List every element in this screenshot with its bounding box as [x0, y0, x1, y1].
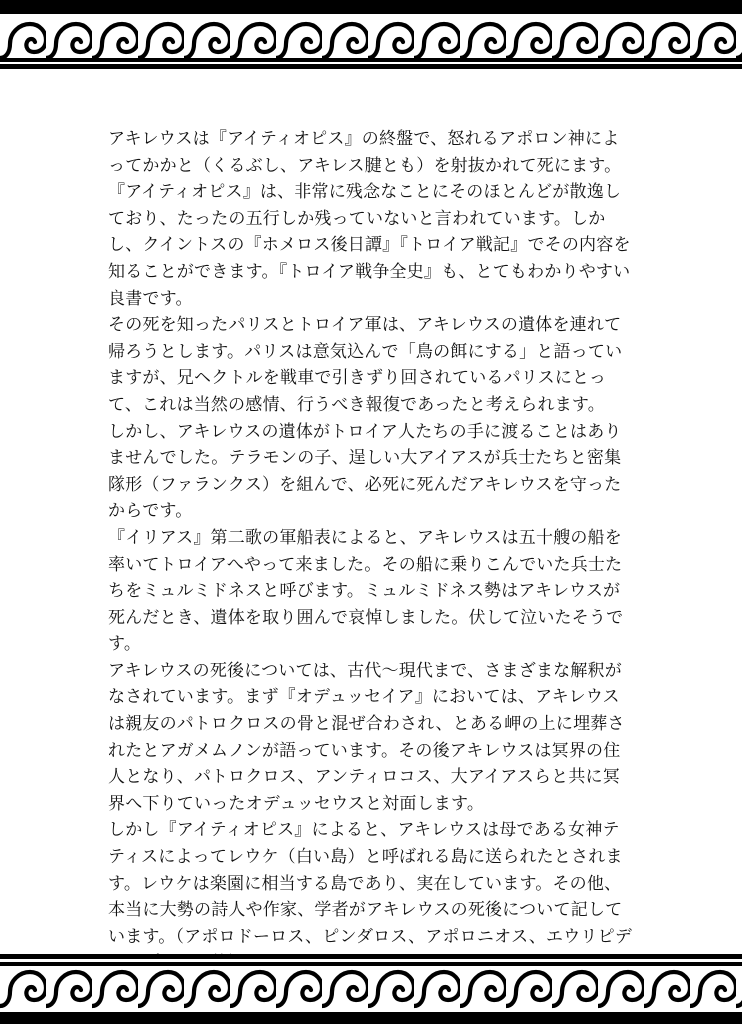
- paragraph: 『イリアス』第二歌の軍船表によると、アキレウスは五十艘の船を率いてトロイアへやって来ました。その船に乗りこんでいた兵士たちをミュルミドネスと呼びます。ミュルミドネス勢はアキレウスが死んだとき、遺体を取り囲んで哀悼しました。伏して泣いたそうです。: [108, 527, 624, 655]
- body-text: [108, 126, 634, 977]
- paragraph: アキレウスは『アイティオピス』の終盤で、怒れるアポロン神によってかかと（くるぶし、アキレス腱とも）を射抜かれて死にます。: [108, 129, 622, 176]
- paragraph: 『アイティオピス』は、非常に残念なことにそのほとんどが散逸しており、たったの五行しか残っていないと言われています。しかし、クイントスの『ホメロス後日譚』『トロイア戦記』でその内容を知ることができます。『トロイア戦争全史』も、とてもわかりやすい良書です。: [108, 182, 631, 309]
- top-wave-border: [0, 0, 742, 70]
- paragraph: しかし『アイティオピス』によると、アキレウスは母である女神テティスによってレウケ（白い島）と呼ばれる島に送られたとされます。レウケは楽園に相当する島であり、実在しています。その他、本当に大勢の詩人や作家、学者がアキレウスの死後について記しています。（アポロドーロス、ピンダロス、アポロニオス、エウリピデ: [108, 820, 633, 947]
- bottom-wave-border: [0, 954, 742, 1024]
- paragraph: アキレウスの死後については、古代〜現代まで、さまざまな解釈がなされています。まず『オデュッセイア』においては、アキレウスは親友のパトロクロスの骨と混ぜ合わされ、とある岬の上に埋葬されたとアガメムノンが語っています。その後アキレウスは冥界の住人となり、パトロクロス、アンティロコス、大アイアスらと共に冥界へ下りていったオデュッセウスと対面します。: [108, 660, 625, 814]
- paragraph: しかし、アキレウスの遺体がトロイア人たちの手に渡ることはありませんでした。テラモンの子、逞しい大アイアスが兵士たちと密集隊形（ファランクス）を組んで、必死に死んだアキレウスを守ったからです。: [108, 421, 622, 522]
- paragraph: その死を知ったパリスとトロイア軍は、アキレウスの遺体を連れて帰ろうとします。パリスは意気込んで「鳥の餌にする」と語っていますが、兄ヘクトルを戦車で引きずり回されているパリスにとって、これは当然の感情、行うべき報復であったと考えられます。: [108, 315, 623, 415]
